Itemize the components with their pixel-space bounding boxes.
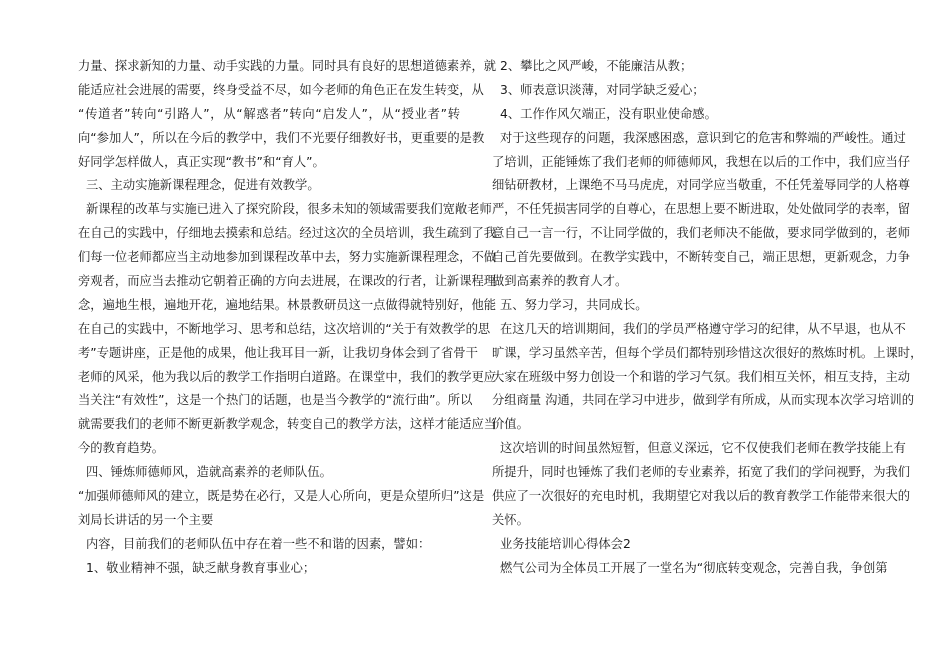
text-line: 们每一位老师都应当主动地参加到课程改革中去，努力实施新课程理念，不做 (78, 250, 497, 265)
text-line: 关怀。 (492, 512, 529, 527)
text-line: 在这几天的培训期间，我们的学员严格遵守学习的纪律，从不早退，也从不 (500, 321, 906, 336)
text-line: 念，遍地生根，遍地开花，遍地结果。林景教研员这一点做得就特别好，他能 (78, 297, 497, 312)
text-line: 自己首先要做到。在教学实践中，不断转变自己，端正思想，更新观念，力争 (492, 250, 911, 265)
text-line: 供应了一次很好的充电时机，我期望它对我以后的教育教学工作能带来很大的 (492, 489, 911, 504)
text-line: 新课程的改革与实施已进入了探究阶段，很多未知的领域需要我们宽敞老师 (86, 202, 492, 217)
text-line: 老师的风采，他为我以后的教学工作指明白道路。在课堂中，我们的教学更应 (78, 369, 497, 384)
text-line: 业务技能培训心得体会2 (500, 536, 631, 551)
text-line: 今的教育趋势。 (78, 441, 165, 456)
text-line: 意自己一言一行，不让同学做的，我们老师决不能做，要求同学做到的，老师 (492, 226, 911, 241)
text-line: 向“参加人”，所以在今后的教学中，我们不光要仔细教好书，更重要的是教 (78, 130, 485, 145)
text-line: 在自己的实践中，仔细地去摸索和总结。经过这次的全员培训，我生疏到了我 (78, 226, 497, 241)
text-line: 当关注“有效性”，这是一个热门的话题，也是当今教学的“流行曲”。所以 (78, 393, 473, 408)
text-line: 旷课，学习虽然辛苦，但每个学员们都特别珍惜这次很好的熬炼时机。上课时， (492, 345, 923, 360)
text-line: 在自己的实践中，不断地学习、思考和总结，这次培训的“关于有效教学的思 (78, 321, 491, 336)
text-line: 刘局长讲话的另一个主要 (78, 512, 214, 527)
text-line: 三、主动实施新课程理念，促进有效教学。 (86, 178, 320, 193)
text-line: 做到高素养的教育人才。 (492, 274, 628, 289)
text-line: 旁观者，而应当去推动它朝着正确的方向去进展，在课改的行者，让新课程理 (78, 274, 497, 289)
text-line: “加强师德师风的建立，既是势在必行，又是人心所向，更是众望所归”这是 (78, 489, 485, 504)
text-line: 所提升，同时也锤炼了我们老师的专业素养，拓宽了我们的学问视野，为我们 (492, 465, 911, 480)
text-line: 严，不任凭损害同学的自尊心，在思想上要不断进取，处处做同学的表率，留 (492, 202, 911, 217)
text-line: 3、师表意识淡薄，对同学缺乏爱心； (500, 82, 705, 97)
text-line: 了培训，正能锤炼了我们老师的师德师风，我想在以后的工作中，我们应当仔 (492, 154, 911, 169)
left-text-column (78, 55, 497, 581)
text-line: 分组商量 沟通，共同在学习中进步，做到学有所成，从而实现本次学习培训的 (492, 393, 915, 408)
text-line: 细钻研教材，上课绝不马马虎虎，对同学应当敬重，不任凭羞辱同学的人格尊 (492, 178, 911, 193)
text-line: 好同学怎样做人，真正实现“教书”和“育人”。 (78, 154, 325, 169)
text-line: 内容，目前我们的老师队伍中存在着一些不和谐的因素，譬如： (86, 536, 431, 551)
text-line: “传道者”转向“引路人”，从“解惑者”转向“启发人”，从“授业者”转 (78, 106, 460, 121)
text-line: 四、锤炼师德师风，造就高素养的老师队伍。 (86, 465, 332, 480)
text-line: 五、努力学习，共同成长。 (500, 297, 648, 312)
text-line: 力量、探求新知的力量、动手实践的力量。同时具有良好的思想道德素养，就 (78, 59, 497, 73)
text-line: 考”专题讲座，正是他的成果，他让我耳目一新，让我切身体会到了省骨干 (78, 345, 478, 360)
text-line: 对于这些现存的问题，我深感困惑，意识到它的危害和弊端的严峻性。通过 (500, 130, 906, 145)
text-line: 价值。 (492, 417, 529, 432)
text-line: 这次培训的时间虽然短暂，但意义深远，它不仅使我们老师在教学技能上有 (500, 441, 906, 456)
right-text-column (492, 55, 923, 581)
text-line: 燃气公司为全体员工开展了一堂名为“彻底转变观念，完善自我，争创第 (500, 560, 888, 575)
text-line: 能适应社会进展的需要，终身受益不尽，如今老师的角色正在发生转变，从 (78, 82, 484, 97)
text-line: 大家在班级中努力创设一个和谐的学习气氛。我们相互关怀，相互支持，主动 (492, 369, 911, 384)
text-line: 4、工作作风欠端正，没有职业使命感。 (500, 106, 717, 121)
text-line: 1、敬业精神不强，缺乏献身教育事业心； (86, 560, 316, 575)
text-line: 就需要我们的老师不断更新教学观念，转变自己的教学方法，这样才能适应当 (78, 417, 497, 432)
text-line: 2、攀比之风严峻，不能廉洁从教； (500, 59, 693, 73)
